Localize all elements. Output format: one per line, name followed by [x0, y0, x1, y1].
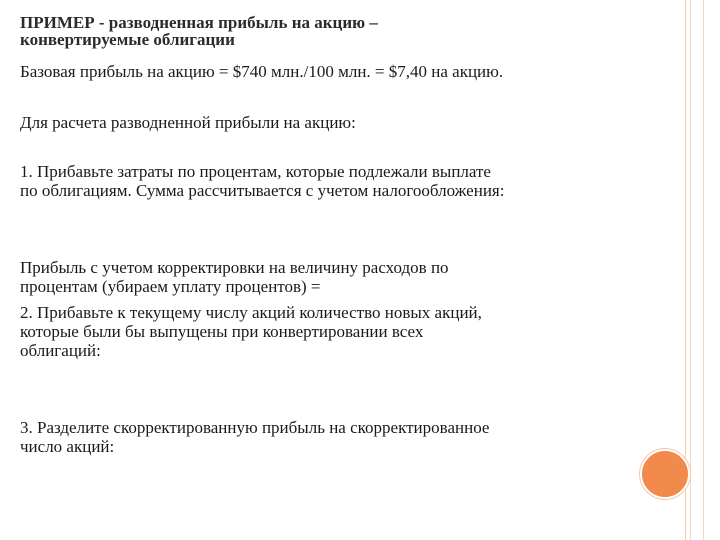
adjusted-profit-paragraph: [20, 258, 680, 296]
basic-eps-paragraph: [20, 62, 680, 81]
frame-line-middle: [690, 0, 691, 540]
basic-eps-line-1: Базовая прибыль на акцию = $740 млн./100 млн. = $7,40 на акцию.: [20, 62, 504, 81]
slide-title-line-1: ПРИМЕР - разводненная прибыль на акцию –: [20, 13, 378, 32]
adjusted-profit-line-1: Прибыль с учетом корректировки на величину расходов по: [20, 258, 449, 277]
step2-paragraph: [20, 303, 680, 360]
step2-line-2: которые были бы выпущены при конвертировании всех: [20, 322, 424, 341]
slide-title-line-2: конвертируемые облигации: [20, 30, 235, 49]
decorative-orange-circle: [640, 449, 690, 499]
slide-title: [20, 14, 660, 48]
step1-paragraph: [20, 162, 680, 200]
step2-line-1: 2. Прибавьте к текущему числу акций количество новых акций,: [20, 303, 482, 322]
intro-line-1: Для расчета разводненной прибыли на акцию:: [20, 113, 356, 132]
step2-line-3: облигаций:: [20, 341, 101, 360]
step3-line-2: число акций:: [20, 437, 115, 456]
intro-paragraph: [20, 113, 680, 132]
step1-line-1: 1. Прибавьте затраты по процентам, которые подлежали выплате: [20, 162, 491, 181]
step1-line-2: по облигациям. Сумма рассчитывается с учетом налогообложения:: [20, 181, 505, 200]
frame-line-right: [703, 0, 704, 540]
step3-paragraph: [20, 418, 680, 456]
step3-line-1: 3. Разделите скорректированную прибыль на скорректированное: [20, 418, 490, 437]
adjusted-profit-line-2: процентам (убираем уплату процентов) =: [20, 277, 321, 296]
